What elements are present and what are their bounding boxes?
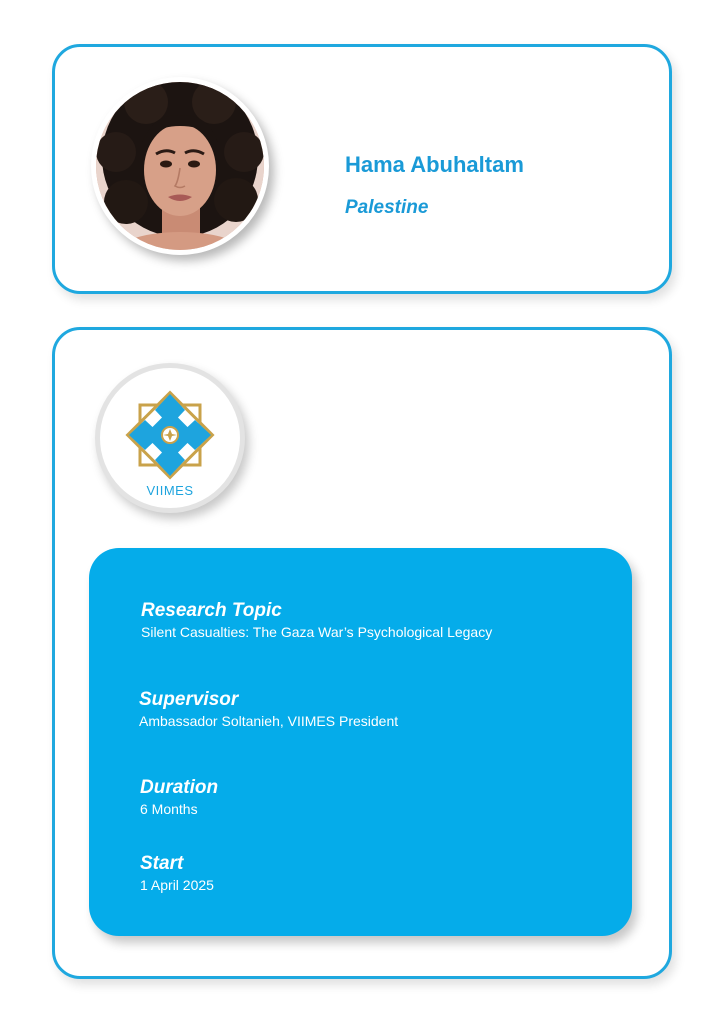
start-field (140, 853, 214, 894)
profile-country: Palestine (345, 197, 429, 218)
viimes-star-logo-icon (117, 382, 223, 488)
research-topic-value: Silent Casualties: The Gaza War’s Psychological Legacy (141, 624, 493, 640)
profile-card (52, 44, 672, 294)
start-value: 1 April 2025 (140, 877, 214, 893)
supervisor-field (139, 689, 398, 730)
viimes-logo (95, 363, 245, 513)
duration-field (140, 777, 218, 818)
portrait-photo (96, 82, 264, 250)
supervisor-value: Ambassador Soltanieh, VIIMES President (139, 713, 399, 729)
avatar (91, 77, 269, 255)
profile-name: Hama Abuhaltam (345, 152, 524, 177)
research-info-panel (89, 548, 632, 936)
duration-value: 6 Months (140, 801, 198, 817)
duration-label: Duration (140, 777, 219, 798)
research-topic-field (141, 600, 492, 641)
start-label: Start (140, 853, 184, 874)
research-topic-label: Research Topic (141, 600, 282, 621)
supervisor-label: Supervisor (139, 689, 239, 710)
logo-text: VIIMES (146, 483, 194, 498)
details-card (52, 327, 672, 979)
